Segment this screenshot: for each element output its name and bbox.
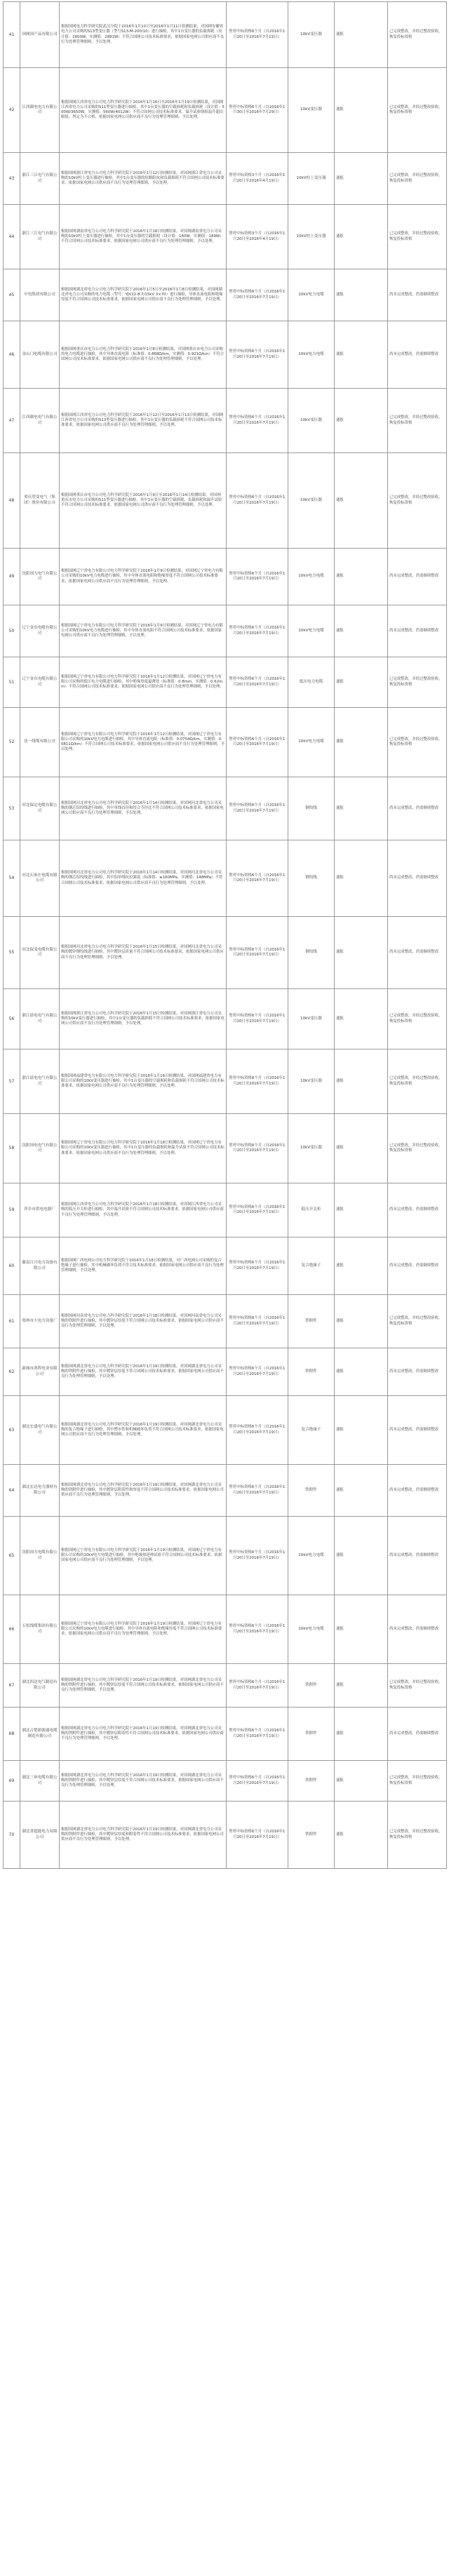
- rectification-status: 尚未完成整改，仍需继续整改: [388, 269, 447, 321]
- company-name: 浙江三江电气有限公司: [20, 153, 60, 205]
- penalty-period: 暂停中标资格6个月（自2016年1月20日至2016年7月19日）: [227, 840, 288, 917]
- handling-action: 通报: [335, 917, 388, 989]
- penalty-period: 暂停中标资格6个月（自2016年1月20日至2016年7月19日）: [227, 657, 288, 708]
- company-name: 萍乡市供电电器厂: [20, 1183, 60, 1237]
- rectification-status: 已完成整改，并经过整改验收，恢复投标资格: [388, 153, 447, 205]
- handling-action: 通报: [335, 321, 388, 389]
- penalty-period: 暂停中标资格6个月（自2016年1月20日至2016年7月19日）: [227, 549, 288, 605]
- company-name: 郑州市大电力设备厂: [20, 1295, 60, 1348]
- company-name: 湖北省超能电力有限公司: [20, 1802, 60, 1869]
- product-type: 铁附件: [288, 1761, 335, 1802]
- row-number: 65: [4, 1517, 20, 1595]
- rectification-status: 尚未完成整改，仍需继续整改: [388, 777, 447, 840]
- company-name: 浙江三江电气有限公司: [20, 205, 60, 269]
- rectification-status: 尚未完成整改，仍需继续整改: [388, 1465, 447, 1517]
- rectification-status: 已完成整改，并经过整改验收，恢复投标资格: [388, 1049, 447, 1114]
- handling-action: 通报: [335, 1295, 388, 1348]
- product-type: 10kV变压器: [288, 1114, 335, 1183]
- table-row: [4, 153, 447, 205]
- violation-details: 根据国网辽宁省电力有限公司电力科学研究院于2016年1月12日检测结果，对国网辽宁省电力有限公司采购的低压电力电缆进行抽检，其中绝缘厚度最薄处（标准值：0.8mm，实测值：0.62mm）不符合国网公司技术标准要求，依据国家电网公司供应商不良行为处理管理细则，予以处理。: [60, 657, 227, 708]
- violation-details: 根据国网河北省电力公司电力科学研究院于2016年1月14日检测结果，对国网河北省电力公司采购的钢芯铝绞线进行抽检，其中单线直径和绞合节径比不符合国网公司技术标准要求，依据国家电网公司供应商不良行为处理管理细则，予以处理。: [60, 777, 227, 840]
- violation-details: 根据国网浙江省电力公司电力科学研究院于2016年1月15日检测结果，对国网浙江省电力公司采购的10kV变压器进行抽检，其中1台变压器的负载损耗不符合国网公司技术标准要求，依据国家电网公司供应商不良行为处理管理细则，予以处理。: [60, 989, 227, 1049]
- product-type: 10kV变压器: [288, 453, 335, 549]
- company-name: 沈阳国电电气有限公司: [20, 1114, 60, 1183]
- company-name: 湖北四达电气制造有限公司: [20, 1664, 60, 1708]
- violation-details: 根据国网江西省电力公司电力科学研究院于2016年1月12日至2016年1月13日检测结果，对国网江西省电力公司采购的S13型变压器进行抽检，其中1台变压器的负载损耗不符合国网公司技术标准要求，依据国家电网公司供应商不良行为处理管理细则，予以处理。: [60, 389, 227, 453]
- violation-details: 根据国网浙江省电力公司电力科学研究院于2016年1月12日检测结果，对国网浙江省电力公司采购的10kV柱上变压器进行抽检，其中1台变压器的短路阻抗和负载损耗不符合国网公司技术标准要求，依据国家电网公司供应商不良行为处理管理细则，予以处理。: [60, 153, 227, 205]
- row-number: 68: [4, 1708, 20, 1761]
- handling-action: 通报: [335, 269, 388, 321]
- penalty-period: 暂停中标资格6个月（自2016年1月20日至2016年7月19日）: [227, 2, 288, 68]
- table-row: [4, 68, 447, 153]
- product-type: 铁附件: [288, 1708, 335, 1761]
- violation-details: 根据国网广西电网公司电力科学研究院于2016年1月18日检测结果，对广西电网公司采购的复合绝缘子进行抽检，其中机械破坏负荷不符合技术标准要求，依据国家电网公司供应商不良行为处理管理细则，予以处理。: [60, 1237, 227, 1295]
- product-type: 10kV电力电缆: [288, 321, 335, 389]
- table-row: [4, 1802, 447, 1869]
- violation-details: 根据国网湖北省电力公司电力科学研究院于2016年1月5日至2016年1月8日检测结果，对国网湖北省电力公司采购的电力电缆（型号：YJV22-8.7/15kV 3×70）进行抽检，导体直流电阻和绝缘厚度不符合国网公司技术标准要求，依据国家电网公司供应商不良行为处理管理细则，予以处理。: [60, 269, 227, 321]
- rectification-status: 尚未完成整改，仍需继续整改: [388, 1183, 447, 1237]
- row-number: 56: [4, 989, 20, 1049]
- table-row: [4, 549, 447, 605]
- row-number: 70: [4, 1802, 20, 1869]
- handling-action: 通报: [335, 989, 388, 1049]
- penalty-period: 暂停中标资格6个月（自2016年1月20日至2016年7月19日）: [227, 1183, 288, 1237]
- row-number: 58: [4, 1114, 20, 1183]
- product-type: 铁附件: [288, 1348, 335, 1396]
- handling-action: 通报: [335, 1396, 388, 1465]
- table-row: [4, 605, 447, 657]
- product-type: 10kV柱上变压器: [288, 205, 335, 269]
- violation-details: 根据国网电力科学研究院武汉分院于2016年1月10日至2016年1月11日检测结果，对国网安徽省电力公司采购的S13型变压器（型号S13-M-200/10）进行抽检，其中1台变压器的负载损耗（设计值：2600W，实测值：2891W）不符合国网公司技术标准要求，依据国家电网公司供应商不良行为处理管理细则，予以处理。: [60, 2, 227, 68]
- violation-details: 根据国网重庆市电力公司电力科学研究院于2016年1月9日至2016年1月14日检测结果，对国网重庆市电力公司采购的S11型变压器进行抽检，其中1台变压器的空载损耗、负载损耗和温升试验不符合国网公司技术标准要求，依据国家电网公司供应商不良行为处理管理细则，予以处理。: [60, 453, 227, 549]
- violation-details: 根据国网辽宁省电力有限公司电力科学研究院于2016年1月19日检测结果，对国网辽宁省电力有限公司采购的10kV电力电缆进行抽检，其中导体直流电阻和绝缘厚度不符合国网公司技术标准要求，依据国家电网公司供应商不良行为处理管理细则，予以处理。: [60, 1595, 227, 1664]
- violation-details: 根据国网辽宁省电力有限公司电力科学研究院于2016年1月18日检测结果，对国网辽宁省电力有限公司采购的10kV变压器进行抽检，其中1台变压器的负载损耗和温升试验不符合国网公司技术标准要求，依据国家电网公司供应商不良行为处理管理细则，予以处理。: [60, 1114, 227, 1183]
- row-number: 54: [4, 840, 20, 917]
- row-number: 62: [4, 1348, 20, 1396]
- product-type: 铁附件: [288, 1802, 335, 1869]
- table-row: [4, 321, 447, 389]
- row-number: 41: [4, 2, 20, 68]
- rectification-status: 已完成整改，并经过整改验收，恢复投标资格: [388, 1114, 447, 1183]
- violation-details: 根据国网福建省电力有限公司电力科学研究院于2016年1月16日检测结果，对国网福建省电力有限公司采购的10kV变压器进行抽检，其中1台变压器的空载损耗和负载损耗不符合国网公司技术标准要求，依据国家电网公司供应商不良行为处理管理细则，予以处理。: [60, 1049, 227, 1114]
- handling-action: 通报: [335, 1761, 388, 1802]
- table-row: [4, 1237, 447, 1295]
- rectification-status: 尚未完成整改，仍需继续整改: [388, 1396, 447, 1465]
- handling-action: 通报: [335, 1465, 388, 1517]
- handling-action: 通报: [335, 708, 388, 777]
- violation-details: 根据国网河北省电力公司电力科学研究院于2016年1月15日检测结果，对国网河北省电力公司采购的镀锌钢绞线进行抽检，其中镀锌层质量不符合国网公司技术标准要求，依据国家电网公司供应商不良行为处理管理细则，予以处理。: [60, 917, 227, 989]
- company-name: 沈阳国力电气有限公司: [20, 549, 60, 605]
- handling-action: 通报: [335, 1802, 388, 1869]
- company-name: 湖北古楚新源通电缆制造有限公司: [20, 1708, 60, 1761]
- company-name: 藤县百兴电力设备有限公司: [20, 1237, 60, 1295]
- rectification-status: 已完成整改，并经过整改验收，恢复投标资格: [388, 657, 447, 708]
- company-name: 国网国产品有限公司: [20, 2, 60, 68]
- penalty-period: 暂停中标资格6个月（自2016年1月20日至2016年7月19日）: [227, 777, 288, 840]
- supplier-sanction-table: [3, 1, 447, 1869]
- handling-action: 通报: [335, 453, 388, 549]
- rectification-status: 已完成整改，并经过整改验收，恢复投标资格: [388, 205, 447, 269]
- row-number: 59: [4, 1183, 20, 1237]
- penalty-period: 暂停中标资格6个月（自2016年1月20日至2016年7月19日）: [227, 389, 288, 453]
- rectification-status: 已完成整改，并经过整改验收，恢复投标资格: [388, 989, 447, 1049]
- table-row: [4, 1049, 447, 1114]
- violation-details: 根据国网河北省电力公司电力科学研究院于2016年1月14日检测结果，对国网河北省电力公司采购的钢芯铝绞线进行抽检，其中铝单线抗拉强度（标准值：≥160MPa，实测值：148MPa）不符合国网公司技术标准要求，依据国家电网公司供应商不良行为处理管理细则，予以处理。: [60, 840, 227, 917]
- table-row: [4, 1348, 447, 1396]
- violation-details: 根据国网湖北省电力公司电力科学研究院于2016年1月19日检测结果，对国网湖北省电力公司采购的复合绝缘子进行抽检，其中憎水性和机械破坏负荷不符合国网公司技术标准要求，依据国家电网公司供应商不良行为处理管理细则，予以处理。: [60, 1396, 227, 1465]
- table-row: [4, 1295, 447, 1348]
- rectification-status: 尚未完成整改，仍需继续整改: [388, 1517, 447, 1595]
- table-row: [4, 989, 447, 1049]
- penalty-period: 暂停中标资格6个月（自2016年1月20日至2016年7月19日）: [227, 1708, 288, 1761]
- violation-details: 根据国网重庆市电力公司电力科学研究院于2016年1月8日检测结果，对国网重庆市电力公司采购的电力电缆进行抽检，其中导体直流电阻（标准值：0.868Ω/km，实测值：0.921Ω/km）不符合国网公司技术标准要求，依据国家电网公司供应商不良行为处理管理细则，予以处理。: [60, 321, 227, 389]
- rectification-status: 已完成整改，并经过整改验收，恢复投标资格: [388, 68, 447, 153]
- handling-action: 通报: [335, 840, 388, 917]
- rectification-status: 已完成整改，并经过整改验收，恢复投标资格: [388, 453, 447, 549]
- penalty-period: 暂停中标资格6个月（自2016年1月20日至2016年7月19日）: [227, 708, 288, 777]
- row-number: 49: [4, 549, 20, 605]
- violation-details: 根据国网辽宁省电力有限公司电力科学研究院于2016年1月19日检测结果，对国网辽宁省电力有限公司采购的10kV电力电缆进行抽检，其中绝缘热延伸试验不符合国网公司技术标准要求，依据国家电网公司供应商不良行为处理管理细则，予以处理。: [60, 1517, 227, 1595]
- handling-action: 通报: [335, 1595, 388, 1664]
- rectification-status: 已完成整改，并经过整改验收，恢复投标资格: [388, 1295, 447, 1348]
- company-name: 河北石家庄电缆有限公司: [20, 840, 60, 917]
- rectification-status: 已完成整改，并经过整改验收，恢复投标资格: [388, 1664, 447, 1708]
- table-row: [4, 1114, 447, 1183]
- handling-action: 通报: [335, 657, 388, 708]
- penalty-period: 暂停中标资格6个月（自2016年1月20日至2016年7月19日）: [227, 269, 288, 321]
- company-name: 辽宁金东电缆有限公司: [20, 657, 60, 708]
- table-row: [4, 1595, 447, 1664]
- violation-details: 根据国网湖北省电力公司电力科学研究院于2016年1月19日检测结果，对国网湖北省电力公司采购的铁附件进行抽检，其中镀锌层厚度和附着性不符合国网公司技术标准要求，依据国家电网公司供应商不良行为处理管理细则，予以处理。: [60, 1802, 227, 1869]
- company-name: 河北保定电缆有限公司: [20, 777, 60, 840]
- row-number: 51: [4, 657, 20, 708]
- product-type: 复合绝缘子: [288, 1396, 335, 1465]
- penalty-period: 暂停中标资格6个月（自2016年1月20日至2016年7月19日）: [227, 1517, 288, 1595]
- handling-action: 通报: [335, 205, 388, 269]
- table-row: [4, 2, 447, 68]
- product-type: 复合绝缘子: [288, 1237, 335, 1295]
- penalty-period: 暂停中标资格6个月（自2016年1月20日至2016年7月19日）: [227, 321, 288, 389]
- row-number: 53: [4, 777, 20, 840]
- violation-details: 根据国网湖北省电力公司电力科学研究院于2016年1月19日检测结果，对国网湖北省电力公司采购的铁附件进行抽检，其中镀锌层厚度不符合国网公司技术标准要求，依据国家电网公司供应商不良行为处理管理细则，予以处理。: [60, 1664, 227, 1708]
- handling-action: 通报: [335, 2, 388, 68]
- company-name: 湖北宏盛电气有限公司: [20, 1396, 60, 1465]
- rectification-status: 尚未完成整改，仍需继续整改: [388, 321, 447, 389]
- company-name: 江西赣电电气有限公司: [20, 389, 60, 453]
- table-row: [4, 269, 447, 321]
- table-row: [4, 840, 447, 917]
- penalty-period: 暂停中标资格6个月（自2016年1月20日至2016年7月19日）: [227, 1595, 288, 1664]
- row-number: 61: [4, 1295, 20, 1348]
- product-type: 低压开关柜: [288, 1183, 335, 1237]
- table-row: [4, 1517, 447, 1595]
- rectification-status: 已完成整改，并经过整改验收，恢复投标资格: [388, 1761, 447, 1802]
- handling-action: 通报: [335, 549, 388, 605]
- row-number: 60: [4, 1237, 20, 1295]
- product-type: 钢绞线: [288, 840, 335, 917]
- product-type: 铁附件: [288, 1295, 335, 1348]
- table-row: [4, 917, 447, 989]
- violation-details: 根据国网湖北省电力公司电力科学研究院于2016年1月19日检测结果，对国网湖北省电力公司采购的铁附件进行抽检，其中镀锌层附着性不符合国网公司技术标准要求，依据国家电网公司供应商不良行为处理管理细则，予以处理。: [60, 1708, 227, 1761]
- product-type: 10kV变压器: [288, 68, 335, 153]
- table-row: [4, 389, 447, 453]
- company-name: 湖北宏达电力器材有限公司: [20, 1465, 60, 1517]
- company-name: 沈一线缆有限公司: [20, 708, 60, 777]
- company-name: 中电集团有限公司: [20, 269, 60, 321]
- penalty-period: 暂停中标资格6个月（自2016年1月20日至2016年7月19日）: [227, 1114, 288, 1183]
- handling-action: 通报: [335, 1517, 388, 1595]
- penalty-period: 暂停中标资格6个月（自2016年1月20日至2016年7月19日）: [227, 453, 288, 549]
- rectification-status: 已完成整改，并经过整改验收，恢复投标资格: [388, 708, 447, 777]
- penalty-period: 暂停中标资格3个月（自2016年1月20日至2016年4月19日）: [227, 205, 288, 269]
- penalty-period: 暂停中标资格6个月（自2016年1月20日至2016年7月19日）: [227, 1664, 288, 1708]
- product-type: 铁附件: [288, 1465, 335, 1517]
- penalty-period: 暂停中标资格6个月（自2016年1月20日至2016年7月19日）: [227, 1049, 288, 1114]
- handling-action: 通报: [335, 605, 388, 657]
- rectification-status: 尚未完成整改，仍需继续整改: [388, 840, 447, 917]
- product-type: 10kV变压器: [288, 1049, 335, 1114]
- violation-details: 根据国网辽宁省电力有限公司电力科学研究院于2016年1月9日检测结果，对国网辽宁省电力有限公司采购的10kV电力电缆进行抽检，其中导体直流电阻不符合国网公司技术标准要求，依据国家电网公司供应商不良行为处理管理细则，予以处理。: [60, 605, 227, 657]
- table-row: [4, 1183, 447, 1237]
- violation-details: 根据国网湖北省电力公司电力科学研究院于2016年1月19日检测结果，对国网湖北省电力公司采购的铁附件进行抽检，其中镀锌层厚度不符合国网公司技术标准要求，依据国家电网公司供应商不良行为处理管理细则，予以处理。: [60, 1761, 227, 1802]
- violation-details: 根据国网辽宁省电力有限公司电力科学研究院于2016年1月12日检测结果，对国网辽宁省电力有限公司采购的10kV电力电缆进行抽检，其中导体直流电阻（标准值：0.0754Ω/km，实测值：0.0811Ω/km）不符合国网公司技术标准要求，依据国家电网公司供应商不良行为处理管理细则，予以处理。: [60, 708, 227, 777]
- violation-details: 根据国网湖南省电力公司电力科学研究院于2016年1月18日检测结果，对国网湖南省电力公司采购的10kV柱上变压器进行抽检，其中1台变压器的空载损耗（设计值：160W，实测值：189W）不符合国网公司技术标准要求，依据国家电网公司供应商不良行为处理管理细则，予以处理。: [60, 205, 227, 269]
- product-type: 10kV变压器: [288, 989, 335, 1049]
- handling-action: 通报: [335, 1114, 388, 1183]
- row-number: 44: [4, 205, 20, 269]
- row-number: 45: [4, 269, 20, 321]
- row-number: 55: [4, 917, 20, 989]
- handling-action: 通报: [335, 1237, 388, 1295]
- violation-details: 根据国网江西省电力公司电力科学研究院于2016年1月18日检测结果，对国网江西省电力公司采购的低压开关柜进行抽检，其中温升试验不符合国网公司技术标准要求，依据国家电网公司供应商不良行为处理管理细则，予以处理。: [60, 1183, 227, 1237]
- table-body: [4, 2, 447, 1869]
- table-row: [4, 1465, 447, 1517]
- penalty-period: 暂停中标资格6个月（自2016年1月20日至2016年7月19日）: [227, 1802, 288, 1869]
- handling-action: 通报: [335, 68, 388, 153]
- company-name: 辽宁金东电缆有限公司: [20, 605, 60, 657]
- product-type: 10kV电力电缆: [288, 605, 335, 657]
- product-type: 10kV电力电缆: [288, 1595, 335, 1664]
- table-row: [4, 777, 447, 840]
- penalty-period: 暂停中标资格6个月（自2016年1月20日至2016年7月19日）: [227, 605, 288, 657]
- row-number: 48: [4, 453, 20, 549]
- handling-action: 通报: [335, 1348, 388, 1396]
- table-row: [4, 708, 447, 777]
- violation-details: 根据国网湖北省电力公司电力科学研究院于2016年1月19日检测结果，对国网湖北省电力公司采购的铁附件进行抽检，其中镀锌层附着性和厚度不符合国网公司技术标准要求，依据国家电网公司供应商不良行为处理管理细则，予以处理。: [60, 1465, 227, 1517]
- product-type: 10kV变压器: [288, 2, 335, 68]
- penalty-period: 暂停中标资格6个月（自2016年1月20日至2016年7月19日）: [227, 989, 288, 1049]
- row-number: 57: [4, 1049, 20, 1114]
- row-number: 67: [4, 1664, 20, 1708]
- row-number: 42: [4, 68, 20, 153]
- company-name: 重庆望变电气（集团）股份有限公司: [20, 453, 60, 549]
- company-name: 新城市鸿程电业有限公司: [20, 1348, 60, 1396]
- penalty-period: 暂停中标资格6个月（自2016年1月20日至2016年7月19日）: [227, 917, 288, 989]
- row-number: 46: [4, 321, 20, 389]
- handling-action: 通报: [335, 1708, 388, 1761]
- product-type: 10kV电力电缆: [288, 269, 335, 321]
- rectification-status: 尚未完成整改，仍需继续整改: [388, 1237, 447, 1295]
- row-number: 43: [4, 153, 20, 205]
- row-number: 63: [4, 1396, 20, 1465]
- product-type: 钢绞线: [288, 917, 335, 989]
- company-name: 河北保变电缆有限公司: [20, 917, 60, 989]
- company-name: 湖北三环电缆有限公司: [20, 1761, 60, 1802]
- row-number: 47: [4, 389, 20, 453]
- table-row: [4, 657, 447, 708]
- handling-action: 通报: [335, 1664, 388, 1708]
- penalty-period: 暂停中标资格6个月（自2016年1月20日至2016年7月19日）: [227, 1348, 288, 1396]
- row-number: 52: [4, 708, 20, 777]
- penalty-period: 暂停中标资格6个月（自2016年1月20日至2016年7月19日）: [227, 1237, 288, 1295]
- company-name: 五松线缆集团有限公司: [20, 1595, 60, 1664]
- row-number: 69: [4, 1761, 20, 1802]
- row-number: 64: [4, 1465, 20, 1517]
- rectification-status: 尚未完成整改，仍需继续整改: [388, 1708, 447, 1761]
- company-name: 沈阳国力电缆有限公司: [20, 1517, 60, 1595]
- rectification-status: 尚未完成整改，仍需继续整改: [388, 549, 447, 605]
- violation-details: 根据国网河南省电力公司电力科学研究院于2016年1月18日检测结果，对国网河南省电力公司采购的铁附件进行抽检，其中镀锌层厚度不符合国网公司技术标准要求，依据国家电网公司供应商不良行为处理管理细则，予以处理。: [60, 1295, 227, 1348]
- product-type: 低压电力电缆: [288, 657, 335, 708]
- row-number: 66: [4, 1595, 20, 1664]
- penalty-period: 暂停中标资格6个月（自2016年1月30日至2016年7月29日）: [227, 68, 288, 153]
- product-type: 10kV电力电缆: [288, 549, 335, 605]
- rectification-status: 已完成整改，并经过整改验收，恢复投标资格: [388, 2, 447, 68]
- penalty-period: 暂停中标资格3个月（自2016年1月20日至2016年4月19日）: [227, 153, 288, 205]
- handling-action: 通报: [335, 153, 388, 205]
- company-name: 江西赣电电力有限公司: [20, 68, 60, 153]
- penalty-period: 暂停中标资格6个月（自2016年1月20日至2016年7月19日）: [227, 1396, 288, 1465]
- product-type: 10kV电力电缆: [288, 1517, 335, 1595]
- violation-details: 根据国网江西省电力公司电力科学研究院于2016年1月16日至2016年1月19日检测结果，对国网江西省电力公司采购的S11型变压器进行抽检，其中1台变压器的空载损耗和负载损耗（设计值：500W/3650W，实测值：560W/4012W）不符合国网公司技术标准要求，温升试验绕组温升超出限值，判定为不合格，依据国家电网公司供应商不良行为处理管理细则，予以处理。: [60, 68, 227, 153]
- handling-action: 通报: [335, 777, 388, 840]
- product-type: 钢绞线: [288, 777, 335, 840]
- product-type: 10kV柱上变压器: [288, 153, 335, 205]
- rectification-status: 已完成整改，并经过整改验收，恢复投标资格: [388, 389, 447, 453]
- rectification-status: 尚未完成整改，仍需继续整改: [388, 917, 447, 989]
- company-name: 浙江晨电电气有限公司: [20, 1049, 60, 1114]
- violation-details: 根据国网湖北省电力公司电力科学研究院于2016年1月19日检测结果，对国网湖北省电力公司采购的铁附件进行抽检，其中镀锌层厚度不符合国网公司技术标准要求，依据国家电网公司供应商不良行为处理管理细则，予以处理。: [60, 1348, 227, 1396]
- table-row: [4, 1708, 447, 1761]
- company-name: 金山门电缆有限公司: [20, 321, 60, 389]
- table-row: [4, 205, 447, 269]
- company-name: 浙江晨电电气有限公司: [20, 989, 60, 1049]
- product-type: 10kV变压器: [288, 389, 335, 453]
- rectification-status: 尚未完成整改，仍需继续整改: [388, 1348, 447, 1396]
- table-row: [4, 1664, 447, 1708]
- rectification-status: 尚未完成整改，仍需继续整改: [388, 605, 447, 657]
- penalty-period: 暂停中标资格6个月（自2016年1月20日至2016年7月19日）: [227, 1465, 288, 1517]
- handling-action: 通报: [335, 1183, 388, 1237]
- handling-action: 通报: [335, 389, 388, 453]
- table-row: [4, 453, 447, 549]
- handling-action: 通报: [335, 1049, 388, 1114]
- rectification-status: 已完成整改，并经过整改验收，恢复投标资格: [388, 1802, 447, 1869]
- rectification-status: 尚未完成整改，仍需继续整改: [388, 1595, 447, 1664]
- row-number: 50: [4, 605, 20, 657]
- penalty-period: 暂停中标资格6个月（自2016年1月20日至2016年7月19日）: [227, 1295, 288, 1348]
- violation-details: 根据国网辽宁省电力有限公司电力科学研究院于2016年1月9日检测结果，对国网辽宁省电力有限公司采购的10kV电力电缆进行抽检，其中导体直流电阻和绝缘厚度不符合国网公司技术标准要求，依据国家电网公司供应商不良行为处理管理细则，予以处理。: [60, 549, 227, 605]
- table-row: [4, 1761, 447, 1802]
- penalty-period: 暂停中标资格6个月（自2016年1月20日至2016年7月19日）: [227, 1761, 288, 1802]
- product-type: 10kV电力电缆: [288, 708, 335, 777]
- product-type: 铁附件: [288, 1664, 335, 1708]
- table-row: [4, 1396, 447, 1465]
